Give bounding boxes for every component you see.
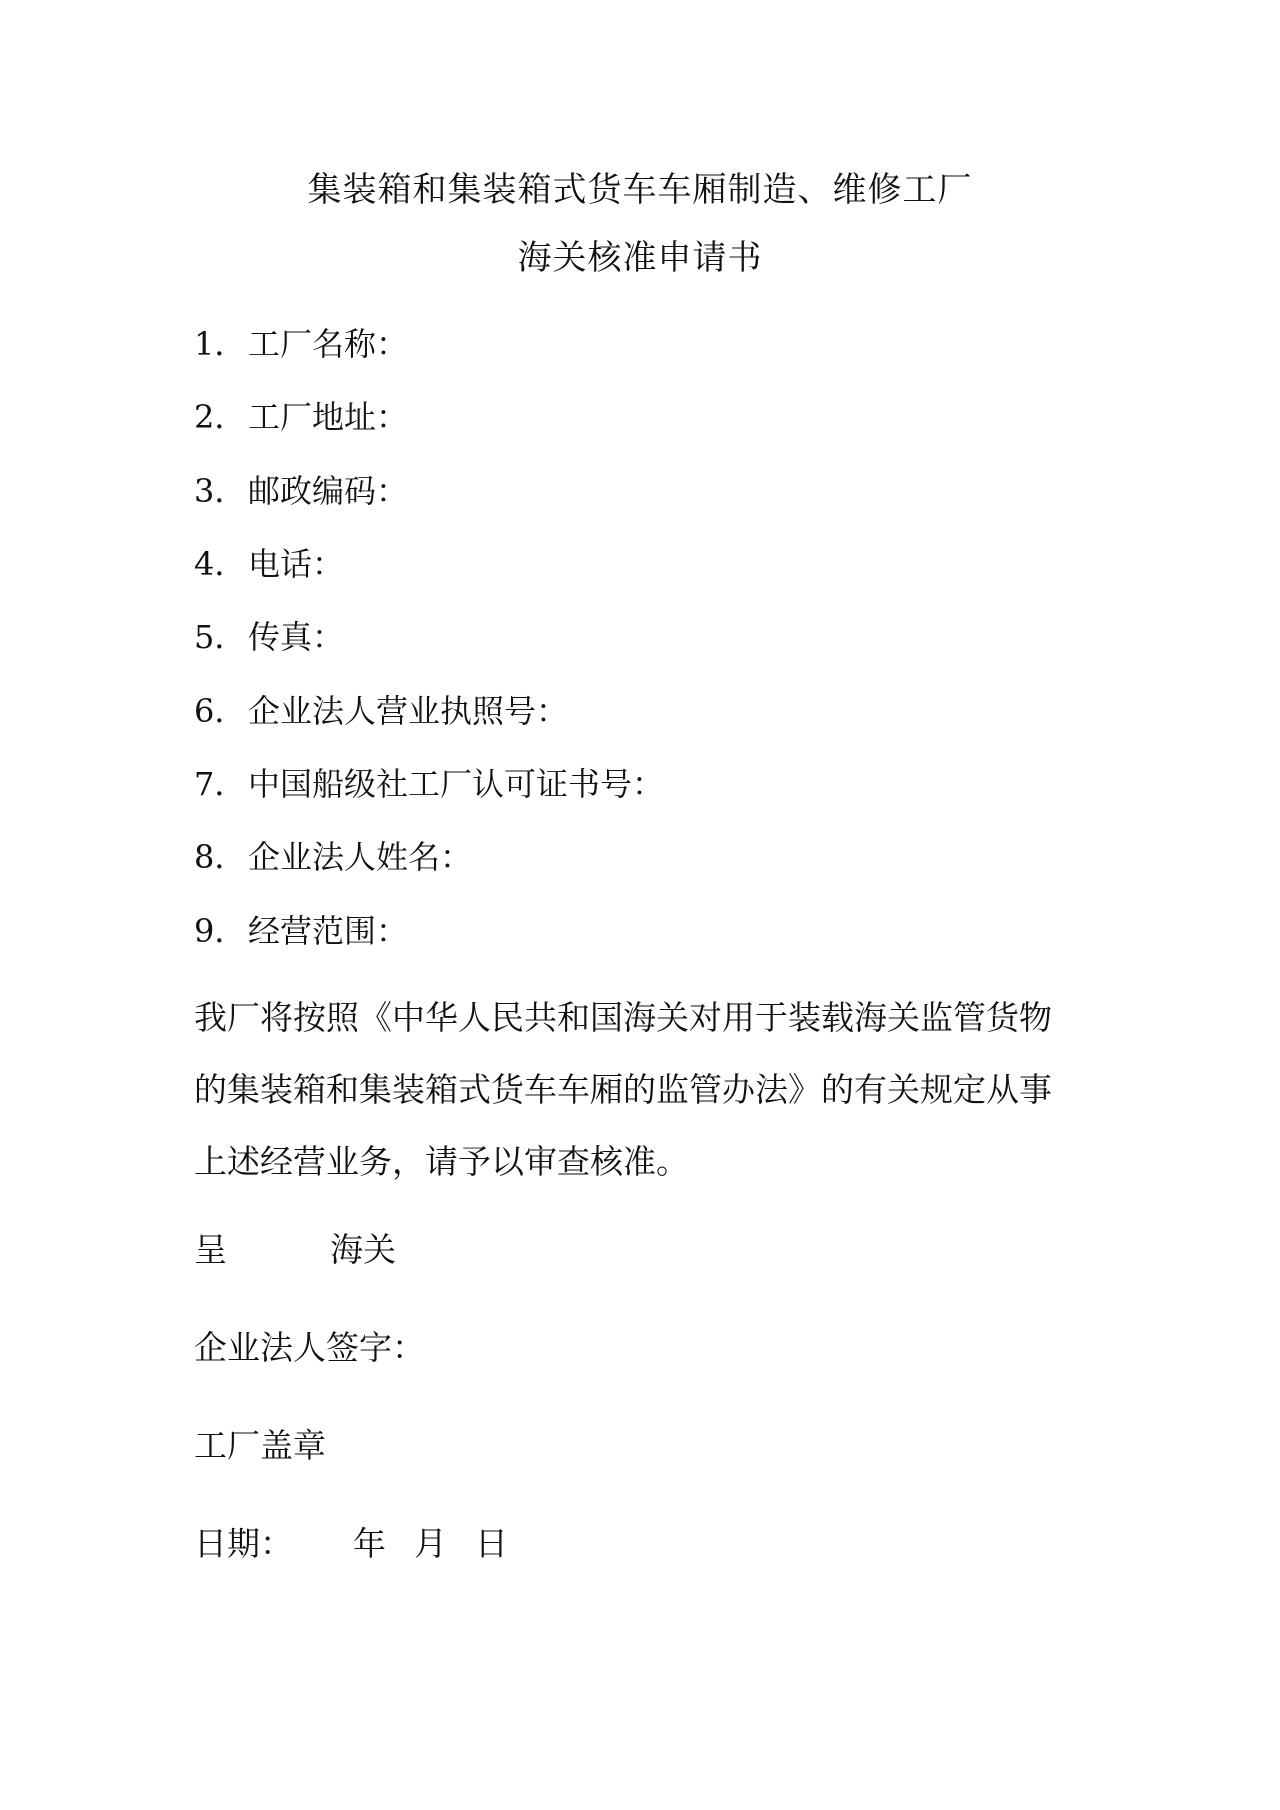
field-business-scope	[194, 911, 408, 951]
field-number: 7．	[194, 765, 247, 803]
field-number: 3．	[194, 472, 247, 510]
statement-paragraph	[194, 982, 1094, 1198]
field-label: 工厂名称：	[248, 325, 409, 363]
field-ccs-certificate	[194, 764, 664, 804]
field-legal-person-name	[194, 837, 472, 877]
field-fax	[194, 617, 344, 657]
statement-line: 上述经营业务，请予以审查核准。	[194, 1142, 689, 1181]
field-label: 企业法人营业执照号：	[248, 692, 569, 730]
field-number: 2．	[194, 398, 247, 436]
document-title-line1: 集装箱和集装箱式货车车厢制造、维修工厂	[307, 170, 973, 210]
field-label: 工厂地址：	[248, 398, 409, 436]
seal-label: 工厂盖章	[194, 1426, 326, 1465]
date-year: 年	[353, 1524, 386, 1563]
submit-to-customs	[194, 1230, 396, 1270]
statement-line: 的集装箱和集装箱式货车车厢的监管办法》的有关规定从事	[194, 1070, 1052, 1109]
date-label: 日期：	[194, 1524, 293, 1563]
field-factory-address	[194, 397, 408, 437]
field-factory-name	[194, 324, 408, 364]
date-month: 月	[414, 1524, 447, 1563]
field-postal-code	[194, 471, 408, 511]
field-business-license	[194, 691, 568, 731]
submit-suffix: 海关	[330, 1230, 396, 1269]
field-label: 企业法人姓名：	[248, 838, 473, 876]
field-phone	[194, 544, 344, 584]
field-label: 中国船级社工厂认可证书号：	[248, 765, 665, 803]
date-day: 日	[475, 1524, 508, 1563]
submit-prefix: 呈	[194, 1230, 227, 1269]
field-number: 8．	[194, 838, 247, 876]
field-number: 4．	[194, 545, 247, 583]
document-title-line2: 海关核准申请书	[517, 238, 763, 278]
field-number: 6．	[194, 692, 247, 730]
field-label: 经营范围：	[248, 912, 409, 950]
field-label: 电话：	[248, 545, 345, 583]
field-number: 9．	[194, 912, 247, 950]
field-number: 5．	[194, 618, 247, 656]
date-line	[194, 1524, 508, 1564]
field-label: 邮政编码：	[248, 472, 409, 510]
field-label: 传真：	[248, 618, 345, 656]
statement-line: 我厂将按照《中华人民共和国海关对用于装载海关监管货物	[194, 998, 1052, 1037]
field-number: 1．	[194, 325, 247, 363]
signature-label: 企业法人签字：	[194, 1328, 425, 1367]
